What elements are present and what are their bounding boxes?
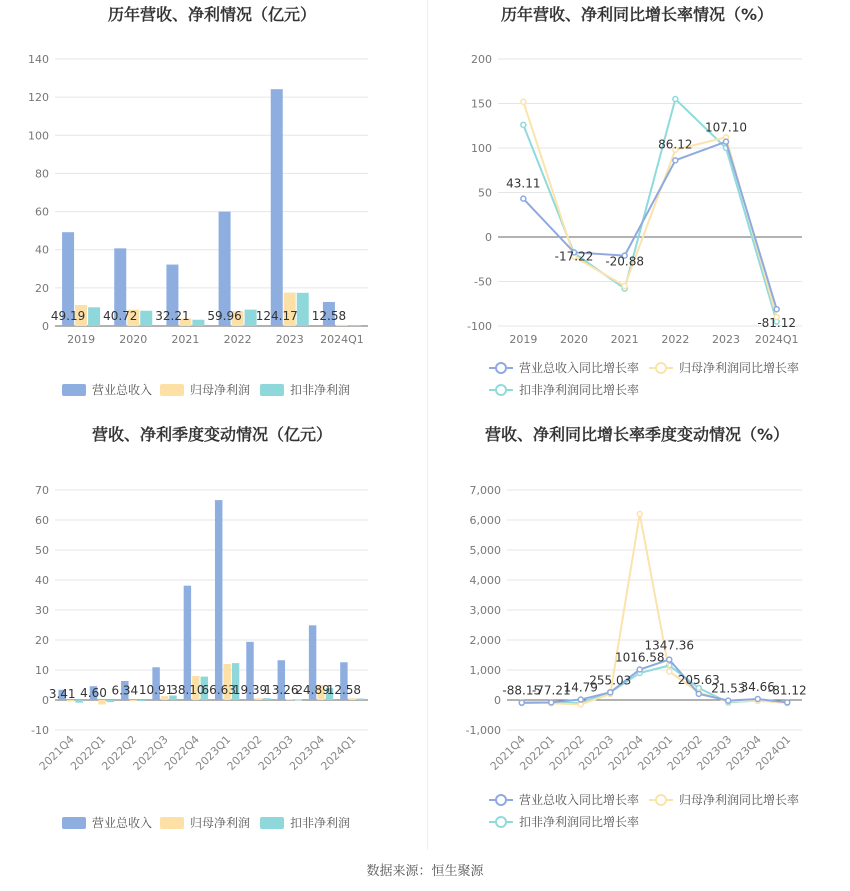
x-tick-label: 2023	[712, 333, 740, 346]
annual-values-chart	[0, 0, 425, 420]
y-tick-label: 200	[471, 53, 492, 66]
data-label: 21.53	[711, 681, 746, 696]
series-point	[521, 122, 526, 127]
legend-swatch	[260, 817, 284, 829]
data-label: 1347.36	[644, 638, 695, 653]
y-tick-label: 40	[35, 574, 49, 587]
bar-deducted-net	[75, 700, 82, 703]
x-tick-label: 2019	[67, 333, 96, 346]
data-label: 24.89	[295, 683, 330, 697]
x-tick-label: 2021	[171, 333, 200, 346]
data-label: 6.34	[111, 683, 139, 698]
data-label: -77.21	[531, 683, 571, 698]
data-label: -17.22	[554, 249, 594, 264]
legend-swatch	[160, 817, 184, 829]
series-point	[521, 99, 526, 104]
quarterly-growth-svg	[425, 420, 850, 850]
x-tick-label: 2024Q1	[754, 333, 799, 346]
data-label: 66.63	[201, 683, 236, 697]
bar-parent-net	[349, 698, 356, 700]
legend-label: 归母净利润	[190, 383, 251, 397]
x-tick-label: 2024Q1	[318, 732, 359, 773]
legend-swatch	[260, 384, 284, 396]
data-label: -81.12	[757, 316, 797, 331]
y-tick-label: 140	[28, 53, 49, 66]
x-tick-label: 2023	[275, 333, 304, 346]
legend-label: 营业总收入同比增长率	[519, 361, 640, 375]
x-tick-label: 2023Q3	[255, 732, 296, 773]
data-label: 40.72	[103, 309, 138, 323]
data-label: 32.21	[155, 309, 190, 323]
x-tick-label: 2022Q4	[605, 732, 646, 773]
bar-deducted-net	[107, 700, 114, 702]
y-tick-label: 100	[471, 142, 492, 155]
y-tick-label: 20	[35, 634, 49, 647]
legend-label: 扣非净利润同比增长率	[519, 383, 640, 397]
data-label: 205.63	[677, 672, 720, 687]
legend-marker	[496, 817, 506, 827]
data-label: -88.15	[502, 683, 542, 698]
bar-deducted-net	[297, 293, 309, 326]
y-tick-label: 0	[485, 231, 492, 244]
x-tick-label: 2019	[509, 333, 538, 346]
legend-label: 归母净利润同比增长率	[679, 361, 800, 375]
data-label: 10.91	[138, 683, 174, 697]
y-tick-label: 3,000	[469, 604, 501, 617]
chart-title: 营收、净利季度变动情况（亿元）	[91, 425, 333, 444]
y-tick-label: 1,000	[469, 664, 501, 677]
y-tick-label: 0	[42, 320, 49, 333]
legend-label: 归母净利润	[190, 816, 251, 830]
y-tick-label: 80	[35, 167, 49, 181]
legend-marker	[656, 795, 666, 805]
bar-deducted-net	[140, 311, 152, 326]
series-point	[774, 307, 779, 312]
series-line-parent-net	[522, 514, 788, 705]
x-tick-label: 2024Q1	[320, 333, 364, 346]
quarterly-growth-chart	[425, 420, 850, 850]
y-tick-label: 0	[42, 694, 49, 707]
x-tick-label: 2022Q3	[576, 732, 617, 773]
series-point	[696, 691, 701, 696]
data-label: 86.12	[658, 137, 693, 152]
x-tick-label: 2022	[223, 333, 252, 346]
y-tick-label: 30	[35, 604, 49, 617]
y-tick-label: -1,000	[465, 724, 501, 737]
series-point	[785, 700, 790, 705]
x-tick-label: 2021Q4	[36, 732, 77, 773]
bar-deducted-net	[88, 307, 100, 326]
x-tick-label: 2022Q2	[546, 732, 587, 773]
y-tick-label: 7,000	[469, 484, 501, 497]
bar-parent-net	[98, 700, 105, 705]
x-tick-label: 2022Q3	[130, 732, 171, 773]
series-point	[724, 139, 729, 144]
x-tick-label: 2022Q1	[517, 732, 558, 773]
data-label: 3.41	[48, 687, 76, 701]
y-tick-label: 60	[35, 205, 49, 219]
x-tick-label: 2022	[661, 333, 690, 346]
x-tick-label: 2020	[560, 333, 588, 346]
y-tick-label: 40	[35, 243, 49, 257]
y-tick-label: 60	[35, 514, 49, 527]
x-tick-label: 2023Q2	[224, 732, 265, 773]
x-tick-label: 2024Q1	[753, 732, 794, 773]
legend-label: 扣非净利润	[290, 383, 351, 397]
x-tick-label: 2023Q1	[193, 732, 234, 773]
y-tick-label: 100	[28, 129, 49, 143]
annual-growth-chart	[425, 0, 850, 420]
series-line-revenue	[523, 142, 776, 310]
data-label: 255.03	[589, 673, 632, 688]
legend-marker	[496, 795, 506, 805]
series-point	[726, 698, 731, 703]
bar-deducted-net	[263, 698, 270, 700]
x-tick-label: 2023Q3	[694, 732, 735, 773]
x-tick-label: 2023Q2	[664, 732, 705, 773]
data-label: -81.12	[767, 683, 807, 698]
annual-values-svg	[0, 0, 425, 420]
y-tick-label: 2,000	[469, 634, 501, 647]
series-point	[673, 158, 678, 163]
data-label: 43.11	[506, 176, 541, 191]
series-point	[673, 97, 678, 102]
quarterly-values-svg	[0, 420, 425, 850]
legend-label: 归母净利润同比增长率	[679, 793, 800, 807]
data-label: 14.79	[563, 680, 598, 695]
legend-label: 扣非净利润同比增长率	[519, 815, 640, 829]
series-point	[755, 696, 760, 701]
data-label: 34.66	[740, 679, 775, 694]
series-point	[578, 697, 583, 702]
y-tick-label: 70	[35, 484, 49, 497]
bar-deducted-net	[192, 320, 204, 326]
legend-marker	[656, 363, 666, 373]
bar-revenue	[215, 500, 222, 700]
data-label: 124.17	[255, 309, 298, 323]
x-tick-label: 2021	[610, 333, 639, 346]
legend-marker	[496, 363, 506, 373]
y-tick-label: 0	[494, 694, 501, 707]
series-point	[622, 283, 627, 288]
series-point	[521, 196, 526, 201]
y-tick-label: 150	[471, 97, 492, 111]
bar-deducted-net	[138, 700, 145, 701]
quarterly-values-chart	[0, 420, 425, 850]
series-point	[637, 667, 642, 672]
series-point	[608, 690, 613, 695]
data-source-footer: 数据来源：恒生聚源	[366, 864, 484, 879]
y-tick-label: 50	[35, 544, 49, 557]
data-label: 107.10	[705, 120, 747, 135]
data-label: 59.96	[207, 309, 242, 323]
y-tick-label: 120	[28, 91, 49, 105]
legend-label: 营业总收入	[92, 816, 153, 830]
data-label: -20.88	[605, 254, 645, 269]
x-tick-label: 2022Q4	[161, 732, 202, 773]
bar-revenue	[271, 89, 283, 326]
y-tick-label: 10	[35, 664, 49, 677]
x-tick-label: 2021Q4	[487, 732, 528, 773]
y-tick-label: 5,000	[469, 544, 501, 557]
series-point	[549, 700, 554, 705]
bar-parent-net	[286, 699, 293, 700]
x-tick-label: 2020	[119, 333, 148, 346]
legend-marker	[496, 385, 506, 395]
y-tick-label: 4,000	[469, 574, 501, 587]
chart-title: 营收、净利同比增长率季度变动情况（%）	[484, 425, 790, 444]
legend-label: 扣非净利润	[290, 816, 351, 830]
bar-parent-net	[130, 700, 137, 701]
data-label: 12.58	[326, 683, 362, 697]
legend-swatch	[160, 384, 184, 396]
y-tick-label: 20	[35, 281, 49, 295]
y-tick-label: 50	[478, 186, 492, 200]
x-tick-label: 2023Q4	[287, 732, 328, 773]
bar-deducted-net	[357, 699, 364, 701]
chart-title: 历年营收、净利情况（亿元）	[107, 5, 317, 24]
y-tick-label: -100	[467, 320, 492, 333]
x-tick-label: 2022Q1	[68, 732, 109, 773]
data-label: 4.60	[80, 686, 107, 701]
legend-swatch	[62, 384, 86, 396]
bar-deducted-net	[294, 699, 301, 700]
y-tick-label: -10	[31, 724, 49, 737]
bar-deducted-net	[349, 325, 361, 326]
y-tick-label: 6,000	[469, 514, 501, 527]
bar-parent-net	[336, 325, 348, 326]
series-point	[519, 700, 524, 705]
data-label: 19.39	[232, 683, 268, 697]
data-label: 49.19	[50, 309, 86, 323]
x-tick-label: 2022Q2	[99, 732, 140, 773]
data-label: 1016.58	[614, 650, 665, 665]
series-point	[637, 512, 642, 517]
bar-parent-net	[255, 698, 262, 700]
y-tick-label: -50	[474, 275, 492, 289]
series-point	[667, 657, 672, 662]
x-tick-label: 2023Q4	[723, 732, 764, 773]
legend-label: 营业总收入	[92, 383, 153, 397]
data-label: 13.26	[264, 683, 299, 697]
annual-growth-svg	[425, 0, 850, 420]
data-label: 12.58	[311, 309, 347, 323]
legend-swatch	[62, 817, 86, 829]
data-label: 38.10	[170, 683, 205, 697]
chart-title: 历年营收、净利同比增长率情况（%）	[500, 5, 774, 24]
legend-label: 营业总收入同比增长率	[519, 793, 640, 807]
series-point	[667, 669, 672, 674]
x-tick-label: 2023Q1	[635, 732, 676, 773]
